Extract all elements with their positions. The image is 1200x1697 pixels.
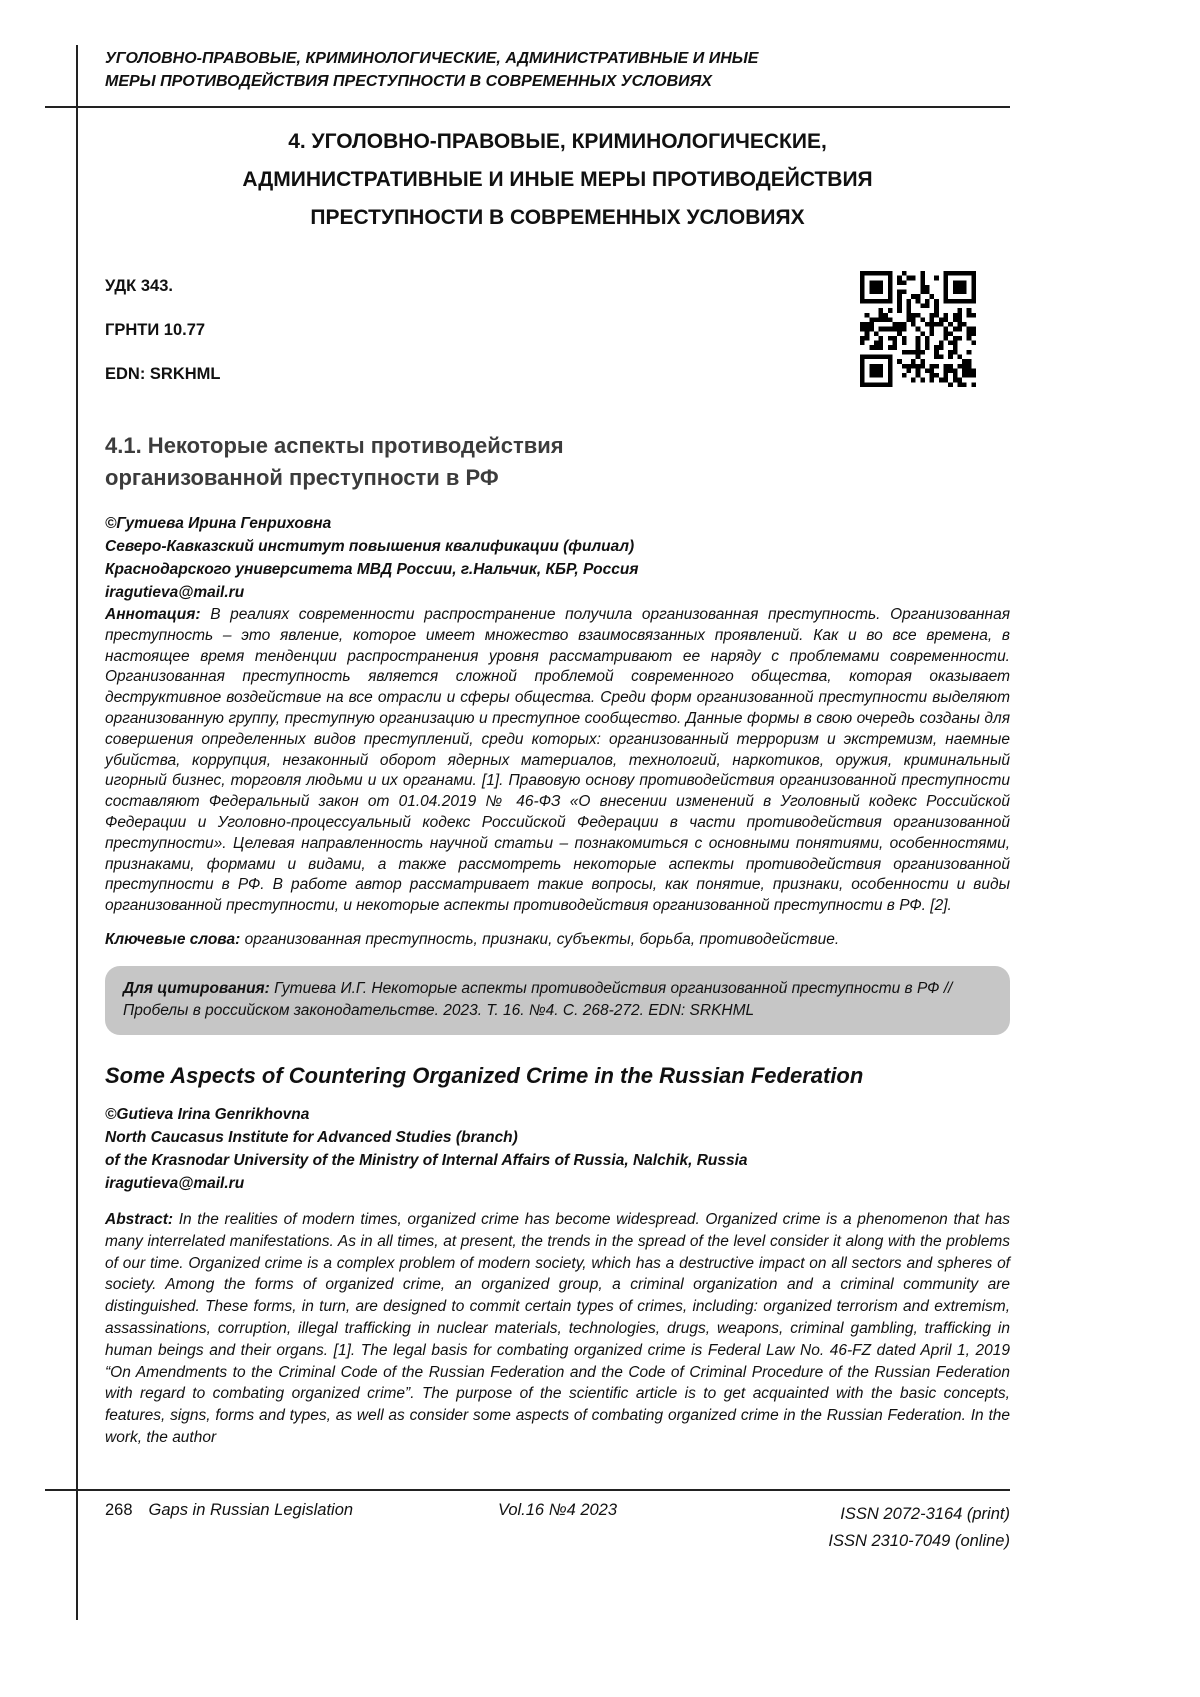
- affiliation-ru-line2: Краснодарского университета МВД России, г.Нальчик, КБР, Россия: [105, 561, 639, 578]
- affiliation-ru-line1: Северо-Кавказский институт повышения квалификации (филиал): [105, 538, 635, 555]
- qr-code: [860, 271, 976, 387]
- footer-rule: [45, 1489, 1010, 1491]
- keywords-ru: [105, 929, 1010, 950]
- running-header-line2: МЕРЫ ПРОТИВОДЕЙСТВИЯ ПРЕСТУПНОСТИ В СОВРЕМЕННЫХ УСЛОВИЯХ: [105, 73, 712, 90]
- issn-block: [691, 1501, 1010, 1555]
- article-title-ru-line1: 4.1. Некоторые аспекты противодействия: [105, 433, 564, 458]
- keywords-ru-text: организованная преступность, признаки, субъекты, борьба, противодействие.: [244, 930, 840, 948]
- edn-code: EDN: SRKHML: [105, 365, 221, 383]
- abstract-en-text: In the realities of modern times, organized crime has become widespread. Organized crime is a phenomenon that has many interrelated manifestations. As in all times, at present, the trends in the spread of the level consider it along with the problems of our time. Organized crime is a complex problem of modern society, which has a destructive impact on all sectors and spheres of society. Among the forms of organized crime, an organized group, a criminal organization and a criminal community are distinguished. These forms, in turn, are designed to commit certain types of crimes, including: organized terrorism and extremism, assassinations, corruption, illegal trafficking in nuclear materials, technologies, drugs, weapons, criminal gambling, trafficking in human beings and their organs. [1]. The legal basis for combating organized crime is Federal Law No. 46-FZ dated April 1, 2019 “On Amendments to the Criminal Code of the Russian Federation and the Code of Criminal Procedure of the Russian Federation with regard to combating organized crime”. The purpose of the scientific article is to get acquainted with the basic concepts, features, signs, forms and types, as well as consider some aspects of combating organized crime in the Russian Federation. In the work, the author: [105, 1210, 1010, 1446]
- issn-online: ISSN 2310-7049 (online): [828, 1532, 1010, 1550]
- section-title-line1: 4. УГОЛОВНО-ПРАВОВЫЕ, КРИМИНОЛОГИЧЕСКИЕ,: [288, 130, 827, 153]
- keywords-ru-label: Ключевые слова:: [105, 930, 241, 948]
- abstract-ru-text: В реалиях современности распространение получила организованная преступность. Организованная преступность – это явление, которое имеет множество взаимосвязанных проявлений. Как и во все времена, в настоящее время тенденции распространения уровня рассматривают ее наряду с проблемами современности. Организованная преступность является сложной проблемой современного общества, которая оказывает деструктивное воздействие на все отрасли и сферы общества. Среди форм организованной преступности выделяют организованную группу, преступную организацию и преступное сообщество. Данные формы в свою очередь созданы для совершения определенных видов преступлений, среди которых: организованный терроризм и экстремизм, наемные убийства, коррупция, незаконный оборот ядерных материалов, технологий, наркотиков, оружия, криминальный игорный бизнес, торговля людьми и их органами. [1]. Правовую основу противодействия организованной преступности составляют Федеральный закон от 01.04.2019 № 46-ФЗ «О внесении изменений в Уголовный кодекс Российской Федерации и Уголовно-процессуальный кодекс Российской Федерации в части противодействия организованной преступности». Целевая направленность научной статьи – познакомиться с основными понятиями, особенностями, признаками, формами и видами, а также рассмотреть некоторые аспекты противодействия организованной преступности в РФ. В работе автор рассматривает такие вопросы, как понятие, признаки, особенности и виды организованной преступности, и некоторые аспекты противодействия организованной преступности в РФ. [2].: [105, 606, 1010, 915]
- udk-code: УДК 343.: [105, 277, 173, 295]
- abstract-en-label: Abstract:: [105, 1210, 174, 1228]
- left-margin-rule: [76, 45, 78, 1620]
- page-footer: [105, 1501, 1010, 1555]
- abstract-en: [105, 1209, 1010, 1449]
- affiliation-en-line1: North Caucasus Institute for Advanced Studies (branch): [105, 1128, 518, 1146]
- section-title-line3: ПРЕСТУПНОСТИ В СОВРЕМЕННЫХ УСЛОВИЯХ: [310, 206, 805, 229]
- citation-label: Для цитирования:: [123, 979, 270, 997]
- journal-name: Gaps in Russian Legislation: [148, 1501, 354, 1519]
- footer-left: [105, 1501, 424, 1520]
- abstract-ru: [105, 605, 1010, 917]
- issue-info: Vol.16 №4 2023: [497, 1501, 618, 1519]
- grnti-code: ГРНТИ 10.77: [105, 321, 206, 339]
- header-rule: [45, 106, 1010, 108]
- citation-box: [105, 966, 1010, 1035]
- article-title-ru-line2: организованной преступности в РФ: [105, 465, 499, 490]
- authors-en: [105, 1103, 1010, 1195]
- author-name-en: ©Gutieva Irina Genrikhovna: [105, 1105, 310, 1123]
- authors-ru: [105, 512, 965, 604]
- article-body: [105, 605, 1010, 1449]
- abstract-ru-label: Аннотация:: [105, 606, 201, 623]
- running-header-line1: УГОЛОВНО-ПРАВОВЫЕ, КРИМИНОЛОГИЧЕСКИЕ, АДМИНИСТРАТИВНЫЕ И ИНЫЕ: [105, 50, 759, 67]
- affiliation-en-line2: of the Krasnodar University of the Ministry of Internal Affairs of Russia, Nalchik, Russia: [105, 1151, 748, 1169]
- article-title-en: Some Aspects of Countering Organized Crime in the Russian Federation: [105, 1062, 864, 1088]
- author-email-en: iragutieva@mail.ru: [105, 1174, 245, 1192]
- page-number: 268: [105, 1501, 133, 1519]
- section-title: [105, 123, 1010, 237]
- author-email-ru: iragutieva@mail.ru: [105, 584, 245, 601]
- author-name-ru: ©Гутиева Ирина Генриховна: [105, 515, 332, 532]
- citation-text: Гутиева И.Г. Некоторые аспекты противодействия организованной преступности в РФ // Пробелы в российском законодательстве. 2023. Т. 16. №4. С. 268-272. EDN: SRKHML: [123, 979, 953, 1019]
- article-title-ru: [105, 430, 865, 494]
- running-header: [105, 47, 965, 93]
- section-title-line2: АДМИНИСТРАТИВНЫЕ И ИНЫЕ МЕРЫ ПРОТИВОДЕЙСТВИЯ: [242, 168, 873, 191]
- issn-print: ISSN 2072-3164 (print): [840, 1505, 1010, 1523]
